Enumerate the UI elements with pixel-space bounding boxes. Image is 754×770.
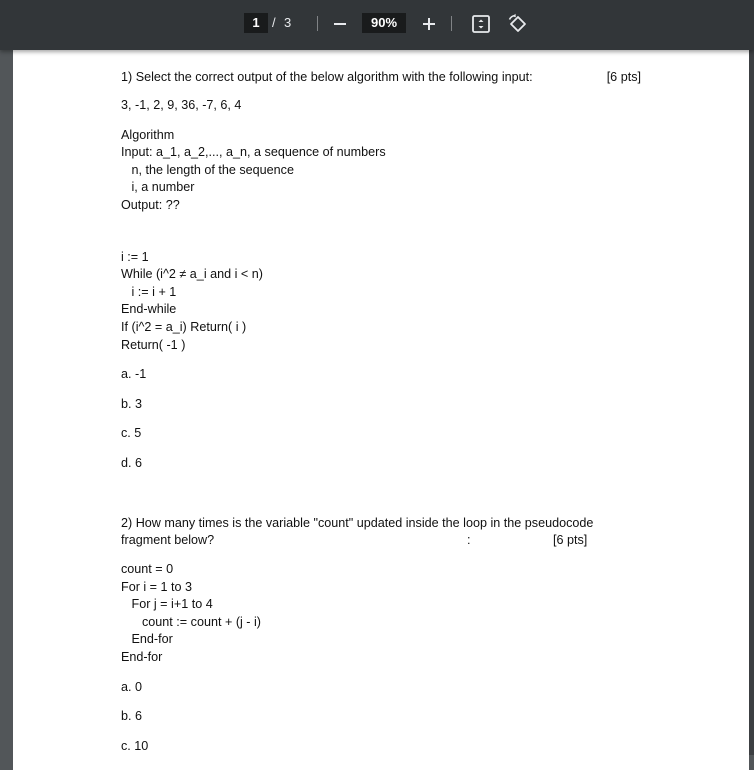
algo-line: Output: ?? — [121, 197, 180, 212]
q1-code — [121, 249, 641, 355]
q2-code — [121, 561, 641, 667]
q2-option-b: b. 6 — [121, 709, 143, 724]
toolbar-divider — [451, 16, 452, 31]
code-line: i := 1 — [121, 249, 149, 264]
q2-option-c: c. 10 — [121, 738, 149, 753]
zoom-in-button[interactable] — [419, 13, 439, 33]
algo-line: i, a number — [121, 180, 195, 195]
algo-line: Algorithm — [121, 127, 175, 142]
page-content — [121, 68, 641, 755]
code-line: count = 0 — [121, 562, 174, 577]
zoom-out-button[interactable] — [330, 13, 350, 33]
q2-points: [6 pts] — [553, 533, 588, 548]
q1-input: 3, -1, 2, 9, 36, -7, 6, 4 — [121, 98, 242, 112]
code-line: End-while — [121, 302, 177, 317]
vertical-scrollbar[interactable] — [749, 50, 754, 755]
fit-to-page-button[interactable] — [470, 13, 492, 35]
code-line: End-for — [121, 650, 163, 665]
q1-option-b: b. 3 — [121, 396, 143, 411]
q2-option-a: a. 0 — [121, 679, 143, 694]
code-line: For j = i+1 to 4 — [121, 597, 213, 612]
code-line: End-for — [121, 632, 173, 647]
code-line: If (i^2 = a_i) Return( i ) — [121, 319, 247, 334]
document-viewer — [0, 50, 754, 755]
zoom-level-input[interactable]: 90% — [362, 13, 406, 33]
page-separator: / — [272, 15, 276, 30]
q1-options — [121, 366, 641, 472]
page-total: 3 — [284, 15, 292, 30]
code-line: i := i + 1 — [121, 284, 177, 299]
code-line: For i = 1 to 3 — [121, 579, 193, 594]
q2-colon: : — [467, 533, 471, 548]
q2-question-line1: 2) How many times is the variable "count" updated inside the loop in the pseudocode — [121, 515, 594, 530]
page-number-input[interactable]: 1 — [244, 13, 268, 33]
q1-option-a: a. -1 — [121, 367, 147, 382]
q1-question-row — [121, 69, 641, 87]
code-line: Return( -1 ) — [121, 337, 186, 352]
toolbar-divider — [317, 16, 318, 31]
q1-points: [6 pts] — [606, 70, 641, 84]
algo-line: Input: a_1, a_2,..., a_n, a sequence of numbers — [121, 145, 386, 160]
q2-options — [121, 679, 641, 756]
q1-option-d: d. 6 — [121, 455, 143, 470]
q1-question: 1) Select the correct output of the below algorithm with the following input: — [121, 70, 533, 84]
q2-question-line2: fragment below? — [121, 533, 215, 548]
fit-page-icon — [470, 13, 492, 35]
q2-question-row — [121, 532, 641, 550]
code-line: count := count + (j - i) — [121, 614, 261, 629]
pdf-toolbar — [0, 0, 754, 50]
algo-line: n, the length of the sequence — [121, 162, 294, 177]
rotate-icon — [507, 13, 529, 35]
q1-option-c: c. 5 — [121, 426, 142, 441]
pdf-page — [13, 50, 749, 770]
code-line: While (i^2 ≠ a_i and i < n) — [121, 267, 263, 282]
rotate-button[interactable] — [507, 13, 529, 35]
q1-algorithm — [121, 127, 641, 215]
